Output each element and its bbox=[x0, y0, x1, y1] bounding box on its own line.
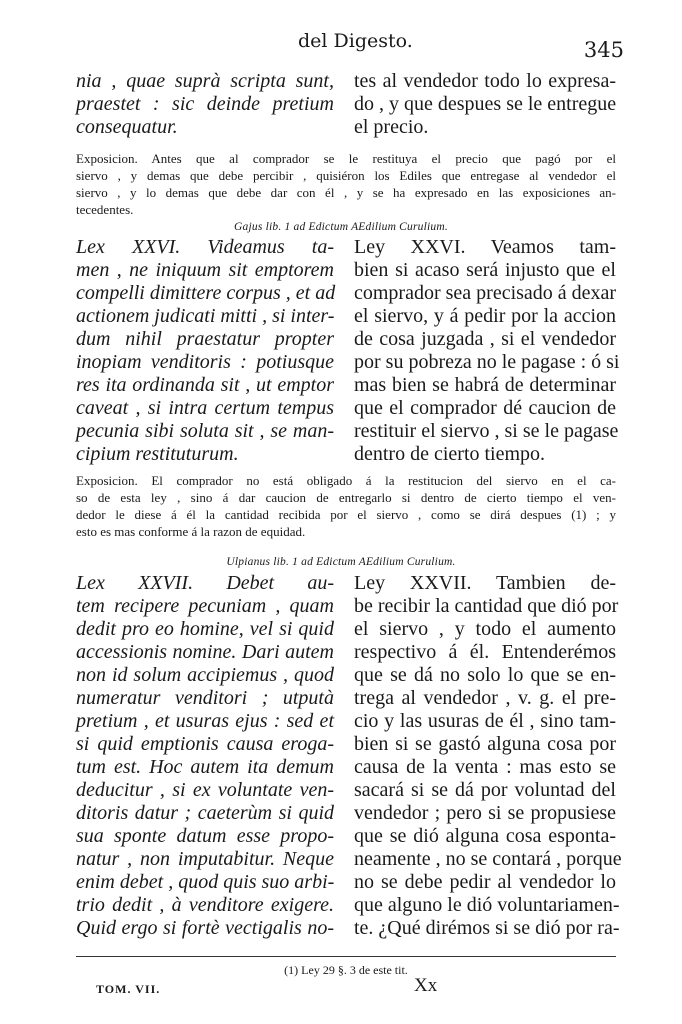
spanish-line: do , y que despues se le entregue bbox=[354, 93, 617, 115]
exposicion-line: siervo , y demas que debe percibir , quisiéron los Ediles que entregase al vendedor el bbox=[76, 168, 616, 183]
spanish-line: el precio. bbox=[354, 116, 429, 138]
spanish-line: bien si acaso será injusto que el bbox=[354, 259, 616, 281]
spanish-line: comprador sea precisado á dexar bbox=[354, 282, 617, 304]
latin-line: compelli dimittere corpus , et ad bbox=[76, 282, 336, 304]
exposicion-line: Exposicion. El comprador no está obligado á la restitucion del siervo en el ca- bbox=[76, 473, 616, 488]
latin-line: dedit pro eo homine, vel si quid bbox=[76, 618, 334, 640]
exposicion-line: dedor le diese á él la cantidad recibida por el siervo , como se dirá despues (1) ; y bbox=[76, 507, 616, 522]
latin-line: nia , quae suprà scripta sunt, bbox=[76, 70, 334, 92]
exposicion-line: esto es mas conforme á la razon de equidad. bbox=[76, 524, 306, 539]
spanish-line: respectivo á él. Entenderémos bbox=[354, 641, 616, 663]
spanish-line: vendedor ; pero si se propusiese bbox=[354, 802, 616, 824]
latin-line: pretium , et usuras ejus : sed et bbox=[76, 710, 334, 732]
latin-line: ditoris datur ; caeterùm si quid bbox=[76, 802, 334, 824]
footnote: (1) Ley 29 §. 3 de este tit. bbox=[284, 963, 408, 977]
law-26-source: Gajus lib. 1 ad Edictum AEdilium Curulium. bbox=[234, 221, 448, 233]
spanish-line: por su pobreza no le pagase : ó si bbox=[354, 351, 620, 373]
latin-line: actionem judicati mitti , si inter- bbox=[76, 305, 335, 327]
spanish-line: Ley XXVI. Veamos tam- bbox=[354, 236, 616, 258]
spanish-line: dentro de cierto tiempo. bbox=[354, 443, 546, 465]
spanish-line: restituir el siervo , si se le pagase bbox=[354, 420, 619, 442]
latin-line: accessionis nomine. Dari autem bbox=[76, 641, 334, 663]
spanish-line: trega al vendedor , v. g. el pre- bbox=[354, 687, 616, 709]
latin-line: dum nihil praestatur propter bbox=[76, 328, 334, 350]
exposicion-paragraph bbox=[76, 472, 616, 540]
page-number: 345 bbox=[583, 38, 624, 62]
latin-line: numeratur venditori ; utputà bbox=[76, 687, 334, 709]
latin-line: Quid ergo si fortè vectigalis no- bbox=[76, 917, 334, 939]
latin-line: natur , non imputabitur. Neque bbox=[76, 848, 334, 870]
latin-line: Lex XXVI. Videamus ta- bbox=[76, 236, 334, 258]
latin-line: pecunia sibi soluta sit , se man- bbox=[76, 420, 334, 442]
latin-line: deducitur , si ex voluntate ven- bbox=[76, 779, 334, 801]
latin-line: tem recipere pecuniam , quam bbox=[76, 595, 334, 617]
exposicion-line: Exposicion. Antes que al comprador se le restituya el precio que pagó por el bbox=[76, 151, 616, 166]
volume-label: TOM. VII. bbox=[96, 982, 161, 996]
latin-line: si quid emptionis causa eroga- bbox=[76, 733, 334, 755]
latin-column-continuation bbox=[76, 70, 334, 139]
spanish-line: tes al vendedor todo lo expresa- bbox=[354, 70, 616, 92]
footnote-rule bbox=[76, 956, 616, 957]
spanish-line: no se debe pedir al vendedor lo bbox=[354, 871, 616, 893]
latin-line: res ita ordinanda sit , ut emptor bbox=[76, 374, 334, 396]
printer-signature: Xx bbox=[414, 975, 438, 996]
spanish-line: Ley XXVII. Tambien de- bbox=[354, 572, 616, 594]
spanish-line: sacará si se dá por voluntad del bbox=[354, 779, 616, 801]
latin-line: consequatur. bbox=[76, 116, 178, 138]
latin-line: trio dedit , à venditore exigere. bbox=[76, 894, 334, 916]
spanish-line: que se dió alguna cosa esponta- bbox=[354, 825, 616, 847]
running-title: del Digesto. bbox=[298, 30, 413, 52]
spanish-column-law-26 bbox=[354, 236, 620, 466]
spanish-line: el siervo , y todo el aumento bbox=[354, 618, 616, 640]
latin-line: sua sponte datum esse propo- bbox=[76, 825, 334, 847]
spanish-line: el siervo, y á pedir por la accion bbox=[354, 305, 616, 327]
spanish-line: que el comprador dé caucion de bbox=[354, 397, 616, 419]
spanish-line: que se dá no solo lo que se en- bbox=[354, 664, 616, 686]
exposicion-line: siervo , y lo demas que debe dar con él , y se ha expresado en las exposiciones an- bbox=[76, 185, 616, 200]
latin-line: praestet : sic deinde pretium bbox=[76, 93, 334, 115]
spanish-line: de cosa juzgada , si el vendedor bbox=[354, 328, 616, 350]
latin-line: enim debet , quod quis suo arbi- bbox=[76, 871, 335, 893]
spanish-line: bien si se gastó alguna cosa por bbox=[354, 733, 616, 755]
latin-column-law-27 bbox=[76, 572, 334, 940]
spanish-line: cio y las usuras de él , sino tam- bbox=[354, 710, 616, 732]
latin-line: inopiam venditoris : potiusque bbox=[76, 351, 334, 373]
spanish-line: que alguno le dió voluntariamen- bbox=[354, 894, 620, 916]
latin-line: cipium restituturum. bbox=[76, 443, 239, 465]
latin-line: non id solum accipiemus , quod bbox=[76, 664, 334, 686]
exposicion-paragraph bbox=[76, 150, 616, 218]
spanish-line: mas bien se habrá de determinar bbox=[354, 374, 616, 396]
latin-line: tum est. Hoc autem ita demum bbox=[76, 756, 334, 778]
latin-line: men , ne iniquum sit emptorem bbox=[76, 259, 334, 281]
spanish-line: neamente , no se contará , porque bbox=[354, 848, 622, 870]
latin-column-law-26 bbox=[76, 236, 334, 466]
spanish-line: te. ¿Qué dirémos si se dió por ra- bbox=[354, 917, 620, 939]
latin-line: caveat , si intra certum tempus bbox=[76, 397, 334, 419]
exposicion-line: tecedentes. bbox=[76, 202, 134, 217]
exposicion-line: so de esta ley , sino á dar caucion de entregarlo si dentro de cierto tiempo el ven- bbox=[76, 490, 616, 505]
latin-line: Lex XXVII. Debet au- bbox=[76, 572, 334, 594]
spanish-column-continuation bbox=[354, 70, 616, 139]
spanish-column-law-27 bbox=[354, 572, 622, 940]
law-27-source: Ulpianus lib. 1 ad Edictum AEdilium Curulium. bbox=[226, 556, 456, 568]
spanish-line: be recibir la cantidad que dió por bbox=[354, 595, 619, 617]
spanish-line: causa de la venta : mas esto se bbox=[354, 756, 616, 778]
